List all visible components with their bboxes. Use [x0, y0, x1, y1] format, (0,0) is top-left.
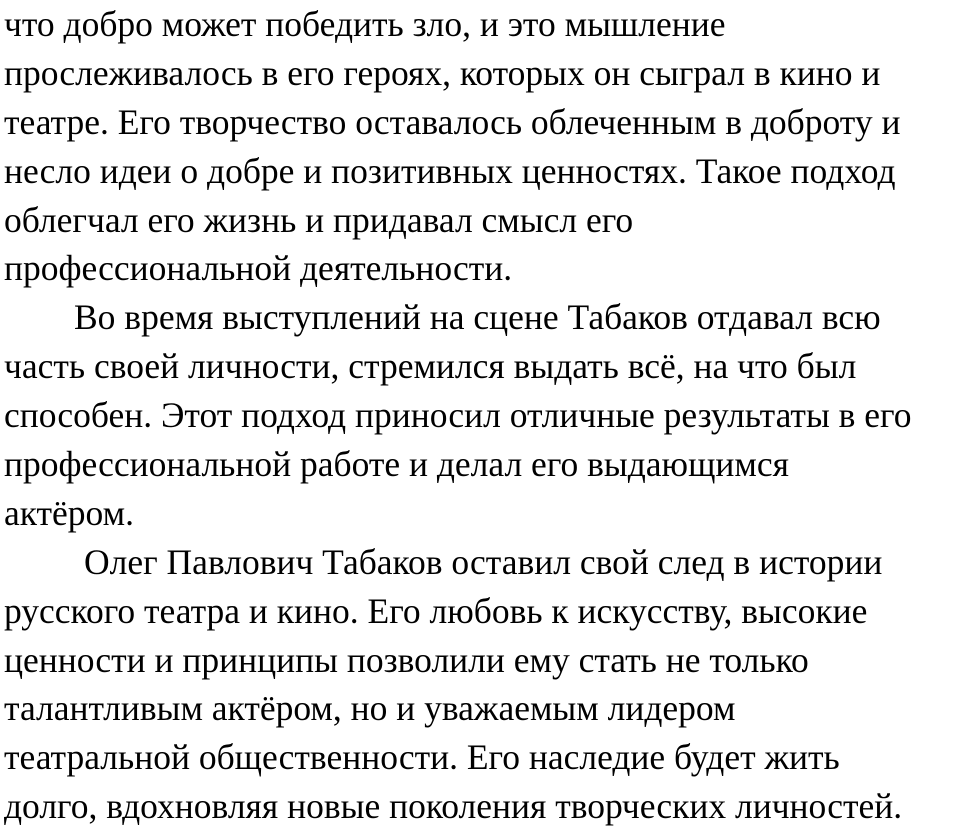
text-line: способен. Этот подход приносил отличные результаты в его	[4, 395, 912, 436]
text-line: актёром.	[4, 492, 134, 533]
text-line: часть своей личности, стремился выдать всё, на что был	[4, 346, 857, 387]
text-line: Во время выступлений на сцене Табаков отдавал всю	[74, 297, 881, 338]
text-line: профессиональной деятельности.	[4, 248, 513, 289]
text-line: прослеживалось в его героях, которых он сыграл в кино и	[4, 52, 881, 93]
text-line: русского театра и кино. Его любовь к искусству, высокие	[4, 590, 868, 631]
text-line: театральной общественности. Его наследие будет жить	[4, 737, 840, 778]
text-line: талантливым актёром, но и уважаемым лидером	[4, 688, 736, 729]
paragraph-2	[4, 293, 956, 537]
text-line: облегчал его жизнь и придавал смысл его	[4, 199, 634, 240]
paragraph-1	[4, 0, 956, 293]
text-line: профессиональной работе и делал его выдающимся	[4, 444, 789, 485]
text-line: Олег Павлович Табаков оставил свой след в истории	[84, 541, 883, 582]
text-line: несло идеи о добре и позитивных ценностях. Такое подход	[4, 150, 896, 191]
text-line: долго, вдохновляя новые поколения творческих личностей.	[4, 786, 903, 827]
text-line: театре. Его творчество оставалось облеченным в доброту и	[4, 101, 901, 142]
text-line: что добро может победить зло, и это мышление	[4, 4, 726, 44]
text-line: ценности и принципы позволили ему стать не только	[4, 639, 809, 680]
document-page	[4, 0, 956, 831]
paragraph-3	[4, 538, 956, 831]
